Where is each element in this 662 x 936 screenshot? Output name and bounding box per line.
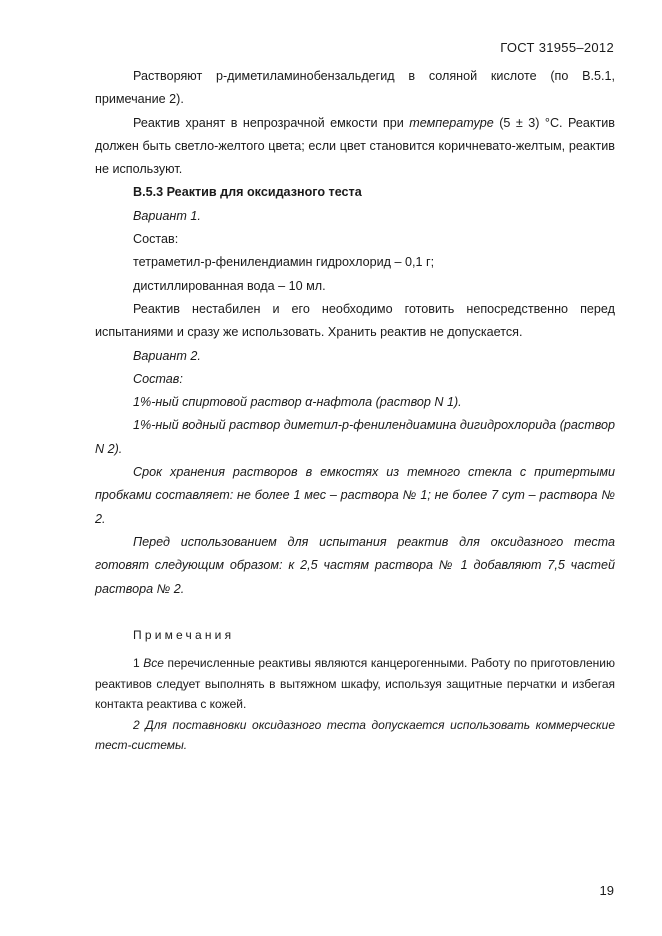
variant-2-component-1: 1%-ный спиртовой раствор α-нафтола (раствор N 1). xyxy=(133,395,462,410)
variant-2-component-2: 1%-ный водный раствор диметил-р-фенилендиамина дигидрохлорида (раствор N 2). xyxy=(95,418,615,456)
paragraph-dissolve: Растворяют р-диметиламинобензальдегид в соляной кислоте (по В.5.1, примечание 2). xyxy=(95,69,615,107)
variant-1-label: Вариант 1. xyxy=(133,208,201,223)
document-code: ГОСТ 31955–2012 xyxy=(500,40,614,55)
variant-1-composition-label: Состав: xyxy=(133,232,179,247)
variant-1-component-2: дистиллированная вода – 10 мл. xyxy=(133,278,326,293)
variant-2-composition-label: Состав: xyxy=(133,371,183,386)
document-body xyxy=(95,65,615,756)
page-number: 19 xyxy=(599,883,614,898)
variant-2-label: Вариант 2. xyxy=(133,348,201,363)
storage-text-a: Реактив хранят в непрозрачной емкости при xyxy=(133,115,410,130)
note-2: 2 Для поставновки оксидазного теста допускается использовать коммерческие тест-системы. xyxy=(95,717,615,753)
paragraph-storage xyxy=(95,112,615,182)
spacer xyxy=(95,601,615,624)
note-1 xyxy=(95,653,615,715)
notes-title: Примечания xyxy=(133,627,235,642)
storage-text-italic: температуре xyxy=(409,115,494,130)
section-heading-b53: В.5.3 Реактив для оксидазного теста xyxy=(133,185,362,200)
storage-text-c: (5 ± 3) °С. Реактив должен быть светло-желтого цвета; если цвет становится коричневато-желтым, реактив не используют. xyxy=(95,115,615,177)
variant-1-component-1: тетраметил-р-фенилендиамин гидрохлорид – 0,1 г; xyxy=(133,255,435,270)
variant-2-preparation: Перед использованием для испытания реактив для оксидазного теста готовят следующим образом: к 2,5 частям раствора № 1 добавляют 7,5 частей раствора № 2. xyxy=(95,534,615,596)
note-1-italic-word: Все xyxy=(143,656,164,671)
note-1-number: 1 xyxy=(133,656,144,671)
variant-2-storage: Срок хранения растворов в емкостях из темного стекла с притертыми пробками составляет: не более 1 мес – раствора № 1; не более 7 сут – раствора № 2. xyxy=(95,465,615,526)
note-1-text: перечисленные реактивы являются канцерогенными. Работу по приготовлению реактивов следует выполнять в вытяжном шкафу, используя защитные перчатки и избегая контакта реактива с кожей. xyxy=(95,656,615,712)
variant-1-stability-note: Реактив нестабилен и его необходимо готовить непосредственно перед испытаниями и сразу же использовать. Хранить реактив не допускается. xyxy=(95,301,615,340)
